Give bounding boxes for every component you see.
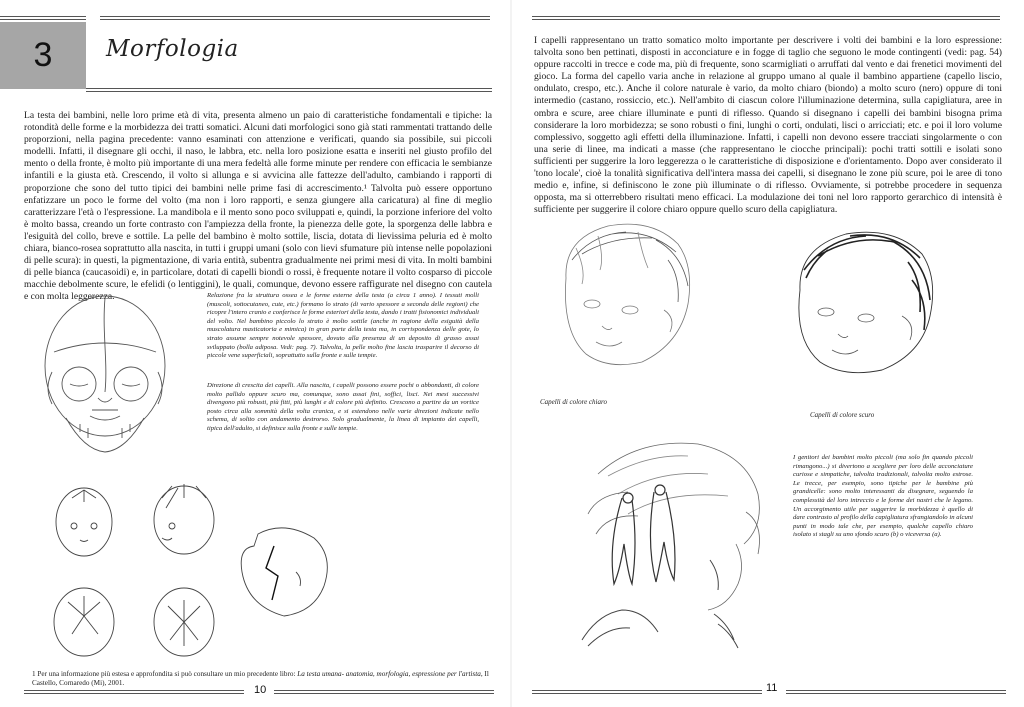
chapter-number: 3 <box>33 36 53 74</box>
top-rule <box>100 16 490 17</box>
caption-skull: Relazione fra la struttura ossea e le forme esterne della testa (a circa 1 anno). I tessuti molli (muscoli, sottocutaneo, cute, etc.) formano lo strato (di vario spessore a seconda delle regioni) che ricopre l'intero cranio e conferisce le forme esteriori della testa, dando i tratti fisionomici individuali del volto. Nel bambino piccolo lo strato è molto sottile (anche in ragione della esiguità della muscolatura masticatoria e mimica) in gran parte della testa ma, in corrispondenza delle gote, lo strato assume sempre notevole spessore, dovuto alla presenza di un deposito di grasso assai sviluppato (bolla adiposa. Vedi: pag. 7). Talvolta, la pelle molto fine lascia trasparire il decorso di piccole vene superficiali, soprattutto sulla fronte e sulle tempie. <box>207 292 479 360</box>
body-text: I capelli rappresentano un tratto somatico molto importante per descrivere i volti dei bambini e la loro espressione: talvolta sono ben pettinati, disposti in acconciature e in fogge di taglio che seguono le mode contingenti (vedi: pag. 54) oppure raccolti in trecce e code ma, più di frequente, sono scarmigliati o arruffati dal vento e dai frenetici movimenti del gioco. La forma del capello varia anche in relazione al gruppo umano al quale il bambino appartiene (capello liscio, ondulato, crespo, etc.). Anche il colore naturale è vario, da molto chiaro (biondo) a molto scuro (nero) oppure di toni intermedio (castano, rossiccio, etc.). Nell'ambito di ciascun colore l'illuminazione determina, sulla capigliatura, aree in ombra e scure, aree chiare illuminate e punti di riflesso. Quando si disegnano i capelli dei bambini bisogna prima considerare la loro morbidezza; se sono robusti o fini, lunghi o corti, ondulati, lisci o arricciati; etc. e poi il loro volume complessivo, soggetto agli effetti della illuminazione. Infatti, i capelli non devono essere tracciati singolarmente o con una serie di linee, ma indicati a masse (che rappresentano le ciocche principali): pochi tratti sottili e isolati sono sufficienti per suggerire la loro leggerezza o le caratteristiche di disposizione e d'orientamento. Dopo aver considerato il 'tono locale', cioè la tonalità significativa dell'intera massa dei capelli, si disegnano le zone più scure, poi le aree di tono medio e, infine, si definiscono le zone più illuminate o di riflesso. Ovviamente, si potrebbe procedere in sequenza opposta, ma si otterrebbero risultati meno efficaci. La modulazione dei toni nel loro rapporto gerarchico di intensità è sufficiente per suggerire il colore chiaro oppure quello scuro della capigliatura. <box>534 35 1002 216</box>
chapter-title: Morfologia <box>106 36 239 62</box>
footnote-text: 1 Per una informazione più estesa e approfondita si può consultare un mio precedente libro: <box>32 670 298 678</box>
bottom-rule-left <box>24 690 244 691</box>
footnote-publisher: , Il Castello, Cornaredo (Mi), 2001. <box>32 670 489 687</box>
bottom-rule-right <box>786 690 1006 691</box>
dark-hair-child-illustration <box>784 220 944 380</box>
chapter-box <box>0 22 86 89</box>
caption-dark-hair: Capelli di colore scuro <box>810 411 875 419</box>
skull-head-illustration <box>34 292 176 460</box>
right-page <box>512 0 1024 707</box>
page-number-right: 11 <box>766 682 778 694</box>
light-hair-child-illustration <box>552 214 702 374</box>
caption-light-hair: Capelli di colore chiaro <box>540 398 607 406</box>
chapter-top-rule <box>0 16 86 17</box>
page-number-left: 10 <box>254 684 267 696</box>
top-rule <box>532 16 1000 17</box>
caption-hair-growth: Direzione di crescita dei capelli. Alla nascita, i capelli possono essere pochi o abbondanti, di colore molto pallido oppure scuro ma, comunque, sono assai fini, soffici, lisci. Nei mesi successivi divengono più robusti, più fitti, più lunghi e di colore più definito. Crescono a partire da un vortice posto circa alla sommità della volta cranica, e si estendono nelle varie direzioni indicate nello schema, di solito con andamento destrorso. Solo gradualmente, la linea di impianto dei capelli, tipica dell'adulto, si definisce sulla fronte e sulle tempie. <box>207 382 479 432</box>
pigtails-child-illustration <box>568 434 788 664</box>
bottom-rule-left <box>532 690 762 691</box>
body-text: La testa dei bambini, nelle loro prime età di vita, presenta almeno un paio di caratteristiche fondamentali e tipiche: la rotondità delle forme e la morbidezza dei tratti somatici. Alcuni dati morfologici sono già stati rammentati trattando delle proporzioni, nella pagina precedente: vanno esaminati con attenzione e verificati, quando sia possibile, sui piccoli modelli. Infatti, il disegnare gli occhi, il naso, le labbra, etc. nella loro posizione esatta e inseriti nel giusto profilo del mento o della fronte, è molto più importante di una mera fedeltà alle forme minute per rendere con efficacia le sembianze infantili e la giusta età. Crescendo, il volto si allunga e si avvicina alle fattezze dell'adulto, cambiando i rapporti di proporzione che sono del tutto tipici dei bambini nelle prime fasi di accrescimento.¹ Talvolta può essere opportuno enfatizzare un poco le forme del volto (ma non i loro rapporti, e senza giungere alla caricatura) al fine di meglio caratterizzare l'età o l'espressione. La mandibola e il mento sono poco sviluppati e, quindi, la porzione inferiore del volto è molto bassa, creando un forte contrasto con l'ampiezza della fronte, la pienezza delle gote, la sporgenza delle labbra e l'esiguità del collo, breve e sottile. La pelle del bambino è molto sottile, liscia, dotata di lievissima peluria ed è molto chiara, bianco-rosea soprattutto alla nascita, in tutti i gruppi umani (solo con lievi sfumature più intense nelle popolazioni di pelle scura): in questi, la pigmentazione, di varia entità, subentra gradualmente nei primi mesi di vita. In molti bambini di pelle bianca (caucasoidi) e, in particolare, dotati di capelli biondi o rossi, è frequente notare il volto cosparso di piccole macchie debolmente scure, le efelidi (o lentiggini), le quali, comunque, devono essere raffigurate nel disegno con cautela e con molta leggerezza. <box>24 110 492 303</box>
title-bottom-rule <box>86 88 492 89</box>
caption-braids: I genitori dei bambini molto piccoli (ma solo fin quando piccoli rimangono...) si divertono a scegliere per loro delle acconciature curiose e simpatiche, talvolta tradizionali, talvolta molto estrose. Le trecce, per esempio, sono tipiche per le bambine più grandicelle: sono molto interessanti da disegnare, seguendo la complessità del loro intreccio e le forme dei nastri che le legano. Un accorgimento utile per suggerire la morbidezza è quello di dare contrasto al profilo della capigliatura sfrangiandolo in alcuni punti in modo tale che, per esempio, qualche capello chiaro isolato si stagli su uno sfondo scuro (b) o viceversa (a). <box>793 454 973 539</box>
hair-growth-diagrams <box>44 476 344 672</box>
footnote-book-title: La testa umana- anatomia, morfologia, espressione per l'artista <box>297 670 481 678</box>
bottom-rule-right <box>274 690 494 691</box>
